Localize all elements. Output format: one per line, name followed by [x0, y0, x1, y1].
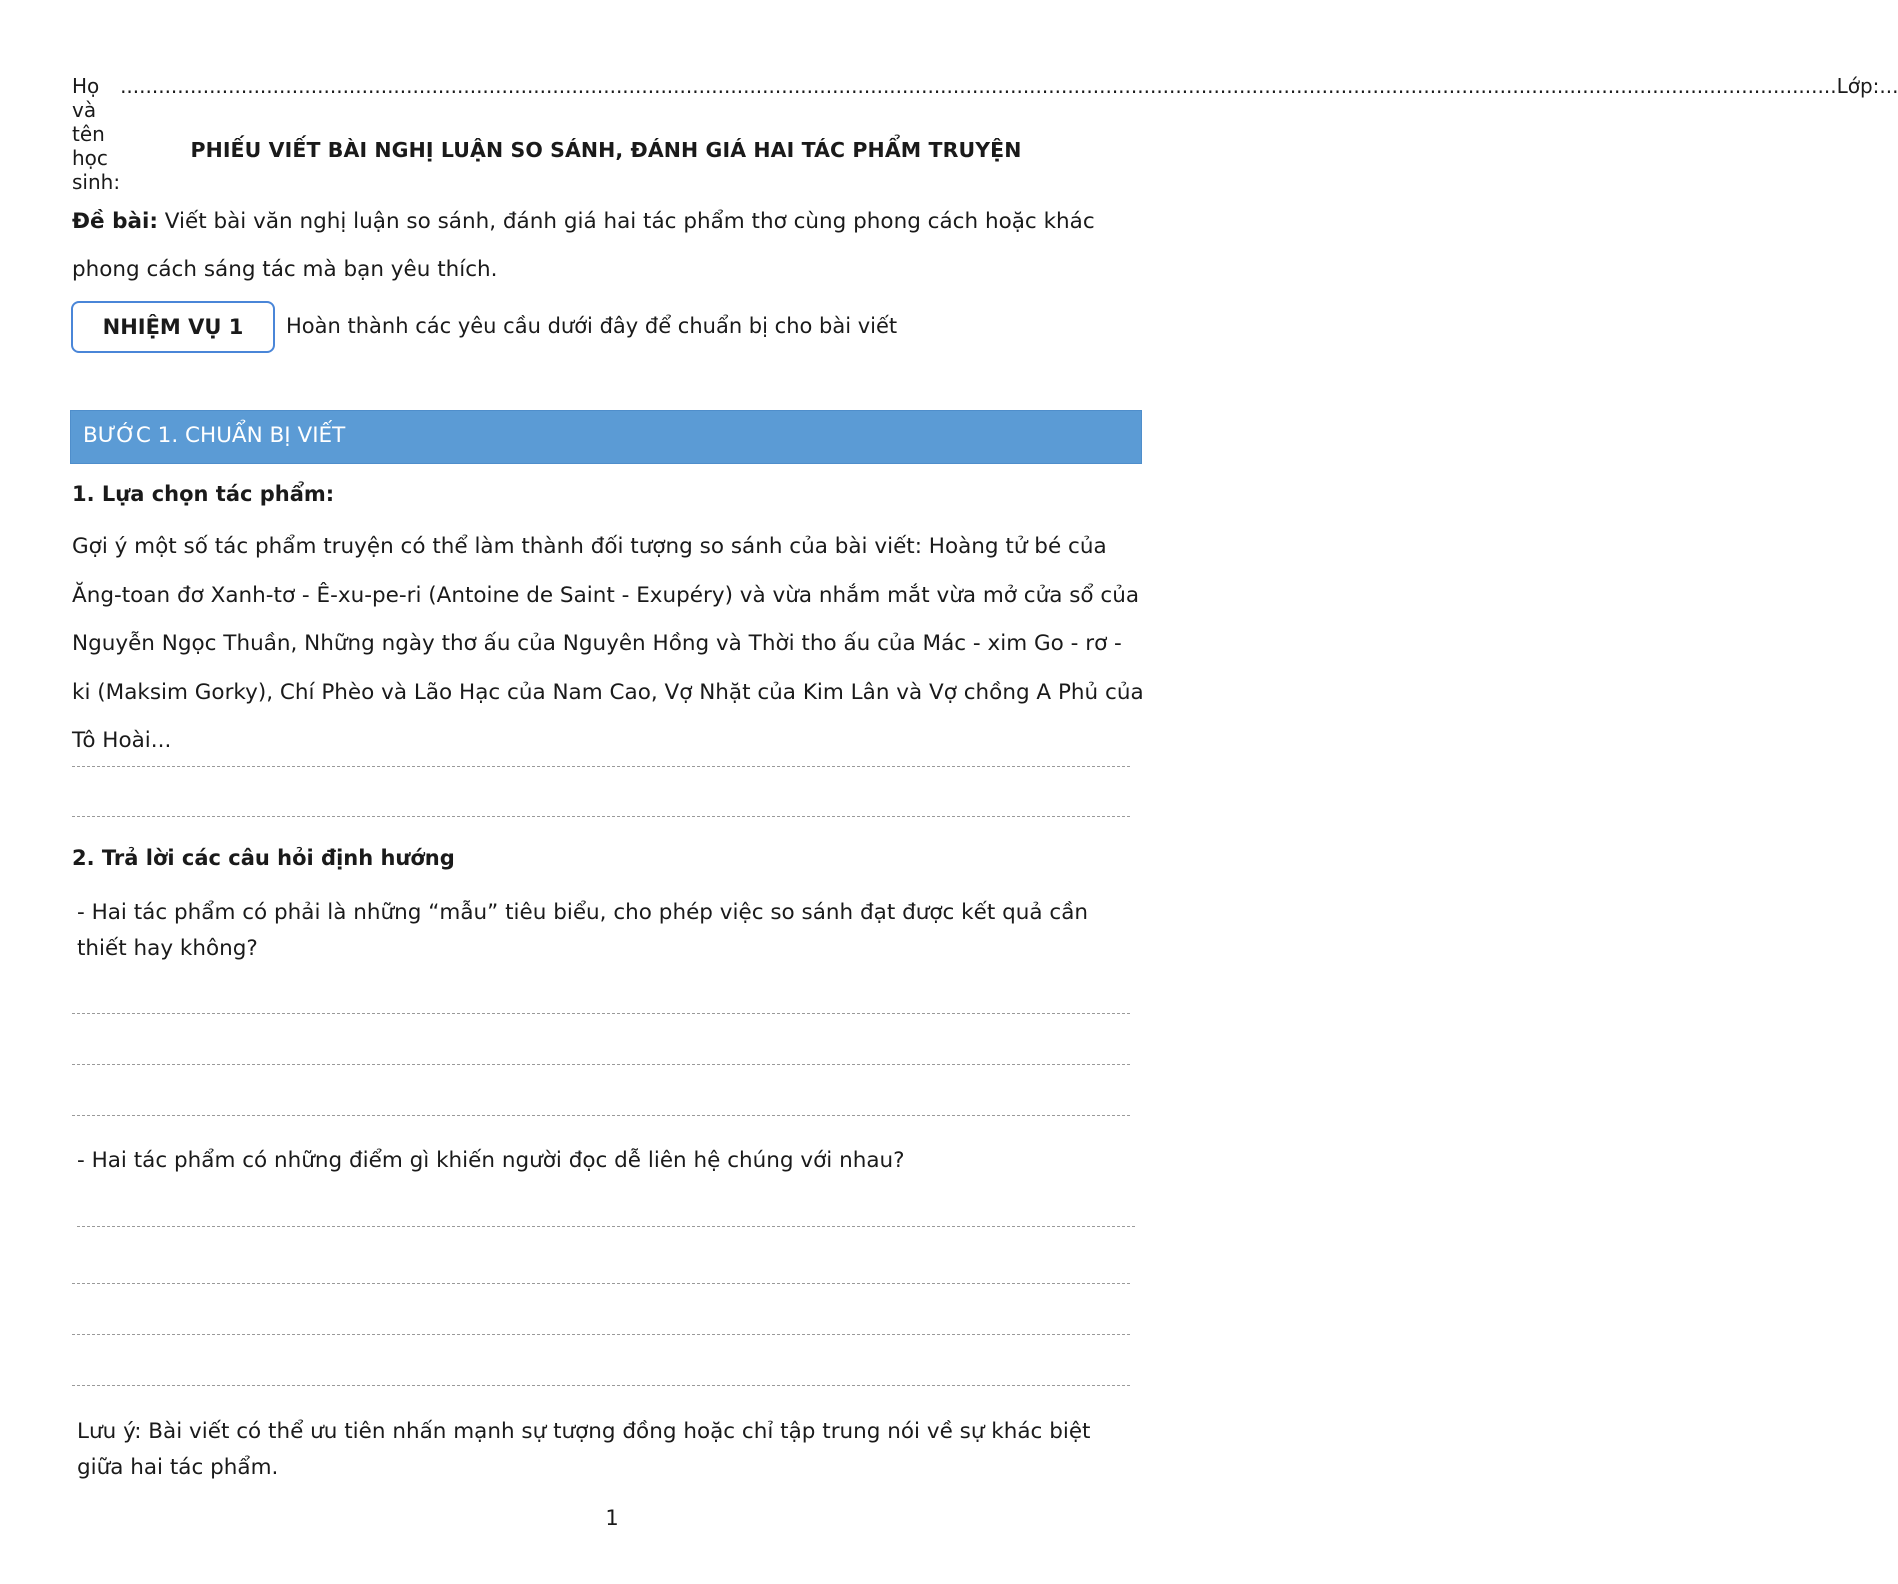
class-label: Lớp:... — [1836, 74, 1898, 98]
question-2: - Hai tác phẩm có những điểm gì khiến người đọc dễ liên hệ chúng với nhau? — [77, 1148, 905, 1173]
page-number: 1 — [605, 1506, 619, 1530]
section-1-body: Gợi ý một số tác phẩm truyện có thể làm thành đối tượng so sánh của bài viết: Hoàng tử bé của Ăng-toan đơ Xanh-tơ - Ê-xu-pe-ri (Antoine de Saint - Exupéry) và vừa nhắm mắt vừa mở cửa sổ của Nguyễn Ngọc Thuần, Những ngày thơ ấu của Nguyên Hồng và Thời tho ấu của Mác - xim Go - rơ - ki (Maksim Gorky), Chí Phèo và Lão Hạc của Nam Cao, Vợ Nhặt của Kim Lân và Vợ chồng A Phủ của Tô Hoài... — [72, 534, 1144, 753]
section-1-heading: 1. Lựa chọn tác phẩm: — [72, 482, 335, 506]
answer-line[interactable] — [72, 1115, 1130, 1116]
answer-line[interactable] — [72, 1385, 1130, 1386]
answer-line[interactable] — [72, 1283, 1130, 1284]
answer-line[interactable] — [72, 1013, 1130, 1014]
question-1: - Hai tác phẩm có phải là những “mẫu” tiêu biểu, cho phép việc so sánh đạt được kết quả cần thiết hay không? — [77, 900, 1089, 961]
answer-line[interactable] — [77, 1226, 1135, 1227]
student-info-line — [72, 74, 1898, 194]
task-description: Hoàn thành các yêu cầu dưới đây để chuẩn bị cho bài viết — [286, 314, 898, 338]
answer-line[interactable] — [72, 816, 1130, 817]
student-name-field[interactable]: .............................................................................................................................................................................................................................................................................. — [120, 74, 1837, 98]
step-header: BƯỚC 1. CHUẨN BỊ VIẾT — [70, 410, 1142, 464]
prompt-label: Đề bài: — [72, 209, 158, 234]
note-text: Lưu ý: Bài viết có thể ưu tiên nhấn mạnh sự tượng đồng hoặc chỉ tập trung nói về sự khác biệt giữa hai tác phẩm. — [77, 1419, 1091, 1480]
answer-line[interactable] — [72, 1334, 1130, 1335]
answer-line[interactable] — [72, 1064, 1130, 1065]
assignment-prompt — [72, 198, 1142, 294]
student-name-label: Họ và tên học sinh: — [72, 74, 121, 194]
task-badge: NHIỆM VỤ 1 — [71, 301, 275, 353]
answer-line[interactable] — [72, 766, 1130, 767]
section-2-heading: 2. Trả lời các câu hỏi định hướng — [72, 846, 455, 870]
page-title: PHIẾU VIẾT BÀI NGHỊ LUẬN SO SÁNH, ĐÁNH GIÁ HAI TÁC PHẨM TRUYỆN — [190, 138, 1022, 162]
prompt-text: Viết bài văn nghị luận so sánh, đánh giá hai tác phẩm thơ cùng phong cách hoặc khác phong cách sáng tác mà bạn yêu thích. — [72, 209, 1095, 282]
